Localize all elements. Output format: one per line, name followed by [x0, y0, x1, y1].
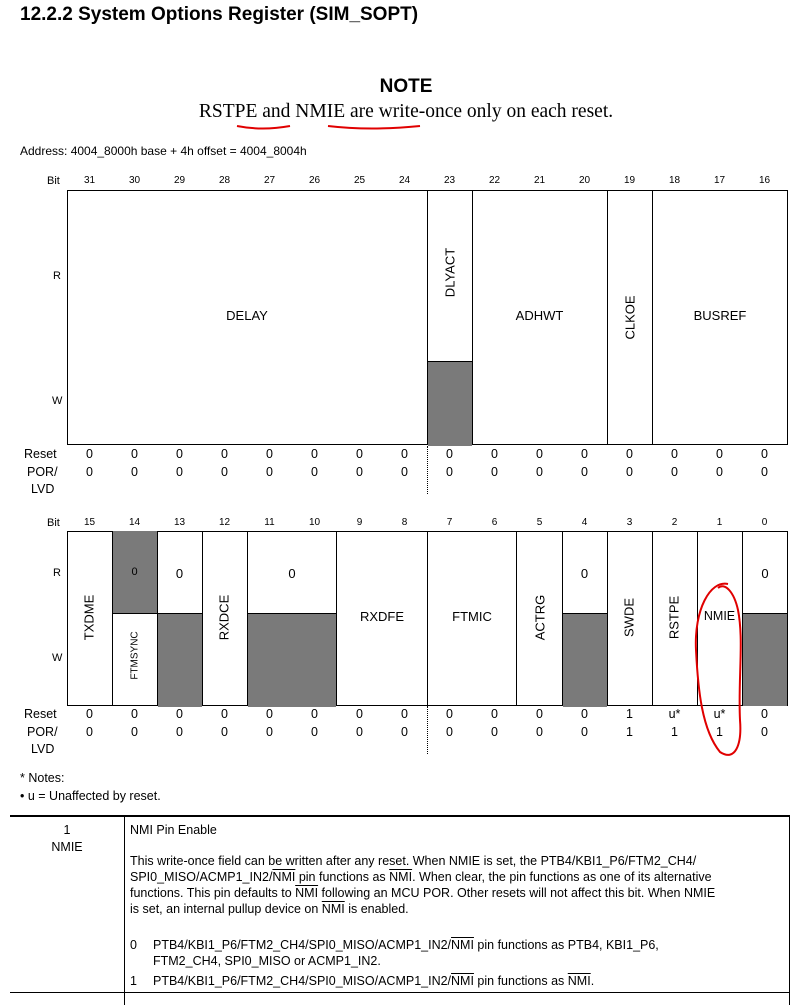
bit-number: 9: [356, 517, 363, 528]
por-value: 0: [581, 725, 588, 739]
bit-number: 18: [668, 175, 681, 186]
por-value: 0: [401, 725, 408, 739]
reset-value: 0: [356, 707, 363, 721]
por-value: 0: [266, 465, 273, 479]
por-label-lower: POR/: [27, 725, 58, 739]
reset-value: 0: [221, 447, 228, 461]
field-rxdce: RXDCE: [216, 594, 232, 641]
por-value: 0: [446, 465, 453, 479]
read-label-lower: R: [53, 567, 61, 579]
notes-item: • u = Unaffected by reset.: [20, 789, 161, 803]
desc-text: pin functions as: [473, 974, 568, 988]
field-actrg: ACTRG: [532, 594, 548, 641]
reset-value: 0: [131, 707, 138, 721]
desc-text: pin functions as PTB4, KBI1_P6,: [473, 938, 659, 952]
por-value: 0: [761, 725, 768, 739]
option-0-text: [153, 937, 783, 969]
reset-value: 0: [86, 707, 93, 721]
reset-value: 0: [221, 707, 228, 721]
reset-value: 0: [491, 707, 498, 721]
bit-number: 26: [308, 175, 321, 186]
field-delay: DELAY: [226, 308, 268, 323]
desc-overline: $\overline{NMI}$: [272, 870, 296, 884]
bits11-10-read-value: 0: [288, 566, 296, 581]
desc-text: .: [590, 974, 595, 988]
bit4-write-reserved: [563, 613, 607, 707]
bit-number: 6: [491, 517, 498, 528]
bit-number: 30: [128, 175, 141, 186]
reset-value: 0: [581, 707, 588, 721]
bit-number: 29: [173, 175, 186, 186]
por-label-upper: POR/: [27, 465, 58, 479]
section-title: 12.2.2 System Options Register (SIM_SOPT): [20, 4, 419, 25]
write-label-lower: W: [52, 652, 63, 664]
por-value: 0: [176, 465, 183, 479]
reset-value: 0: [536, 447, 543, 461]
reset-value: 1: [626, 707, 633, 721]
note-text: RSTPE and NMIE are write-once only on each reset.: [198, 101, 614, 122]
bit-number: 8: [401, 517, 408, 528]
reset-value: 0: [311, 447, 318, 461]
field-rstpe: RSTPE: [666, 595, 682, 640]
field-ftmsync: FTMSYNC: [129, 631, 141, 680]
por-value: 0: [536, 725, 543, 739]
reset-value: 0: [131, 447, 138, 461]
por-value: 0: [716, 465, 723, 479]
reset-value: 0: [401, 707, 408, 721]
bit-number: 3: [626, 517, 633, 528]
bit-number: 13: [173, 517, 186, 528]
por-value: 0: [131, 725, 138, 739]
field-desc-paragraph: [130, 853, 780, 917]
desc-text: SPI0_MISO/ACMP1_IN2/: [130, 870, 273, 884]
por-value: 0: [86, 725, 93, 739]
field-clkoe: CLKOE: [622, 295, 638, 340]
reset-value: 0: [671, 447, 678, 461]
notes-item-text: u = Unaffected by reset.: [27, 789, 161, 803]
por-value: 1: [626, 725, 633, 739]
por-value: 0: [581, 465, 588, 479]
reset-value: 0: [266, 447, 273, 461]
field-busref: BUSREF: [693, 308, 747, 323]
desc-text: pin functions as: [295, 870, 390, 884]
reset-value: 0: [176, 707, 183, 721]
field-rxdfe: RXDFE: [359, 609, 405, 624]
reset-value: 0: [311, 707, 318, 721]
write-label-upper: W: [52, 395, 63, 407]
bit-label-lower: Bit: [47, 517, 60, 529]
por-value: 1: [716, 725, 723, 739]
desc-text: following an MCU POR. Other resets will not affect this bit. When NMIE: [318, 886, 716, 900]
por-value: 0: [86, 465, 93, 479]
field-desc-name: NMIE: [51, 840, 83, 854]
reset-value: 0: [86, 447, 93, 461]
reset-value: 0: [581, 447, 588, 461]
desc-text: PTB4/KBI1_P6/FTM2_CH4/SPI0_MISO/ACMP1_IN2/: [153, 938, 452, 952]
bit0-read-value: 0: [761, 566, 769, 581]
reset-value: 0: [536, 707, 543, 721]
reset-value: 0: [176, 447, 183, 461]
field-adhwt: ADHWT: [515, 308, 564, 323]
reset-value: u*: [668, 707, 681, 721]
desc-overline: $\overline{NMI}$: [567, 974, 591, 988]
bit4-read-value: 0: [580, 566, 589, 581]
field-desc-right-border: [789, 815, 790, 1005]
por-value: 1: [671, 725, 678, 739]
reset-value: 0: [266, 707, 273, 721]
bit-number: 1: [716, 517, 723, 528]
bit-number: 2: [671, 517, 678, 528]
bit-number: 22: [488, 175, 501, 186]
bit-number: 14: [128, 517, 141, 528]
field-desc-bit: 1: [63, 823, 71, 837]
bit-number: 16: [758, 175, 771, 186]
desc-overline: $\overline{NMI}$: [389, 870, 413, 884]
bit-label-upper: Bit: [47, 175, 60, 187]
field-desc-divider: [124, 815, 125, 1005]
reset-value: 0: [761, 447, 768, 461]
por-value: 0: [356, 725, 363, 739]
bit-number: 25: [353, 175, 366, 186]
address-line: Address: 4004_8000h base + 4h offset = 4004_8004h: [20, 144, 307, 158]
desc-overline: $\overline{NMI}$: [451, 974, 474, 988]
desc-text: This write-once field can be written after any reset. When NMIE is set, the PTB4/KBI1_P6/FTM2_CH4/: [130, 854, 697, 868]
notes-heading: * Notes:: [20, 771, 65, 785]
por-value: 0: [626, 465, 633, 479]
reset-value: u*: [713, 707, 726, 721]
bit-number: 5: [536, 517, 543, 528]
bit-number: 7: [446, 517, 453, 528]
option-0-code: 0: [130, 938, 137, 952]
desc-text: PTB4/KBI1_P6/FTM2_CH4/SPI0_MISO/ACMP1_IN2/: [153, 974, 452, 988]
bit-number: 10: [308, 517, 321, 528]
note-heading: NOTE: [379, 76, 433, 97]
field-swde: SWDE: [621, 598, 637, 637]
reset-value: 0: [356, 447, 363, 461]
por-value: 0: [671, 465, 678, 479]
desc-overline: $\overline{NMI}$: [295, 886, 319, 900]
reset-value: 0: [761, 707, 768, 721]
reset-value: 0: [491, 447, 498, 461]
bit14-read-value: 0: [131, 566, 138, 578]
bit-number: 23: [443, 175, 456, 186]
bit-number: 27: [263, 175, 276, 186]
por-value: 0: [356, 465, 363, 479]
reset-value: 0: [446, 447, 453, 461]
red-circle-annotation: [680, 570, 760, 765]
por-value: 0: [401, 465, 408, 479]
option-1-text: [153, 973, 783, 989]
desc-text: FTM2_CH4, SPI0_MISO or ACMP1_IN2.: [153, 954, 381, 968]
red-underline-annotations: [0, 0, 812, 140]
por-value: 0: [536, 465, 543, 479]
bit13-read-value: 0: [175, 566, 184, 581]
por-value: 0: [446, 725, 453, 739]
bits11-10-write-reserved: [248, 613, 336, 707]
bit13-write-reserved: [158, 613, 202, 707]
bit-number: 19: [623, 175, 636, 186]
bit-number: 24: [398, 175, 411, 186]
bit-number: 12: [218, 517, 231, 528]
por-value: 0: [221, 725, 228, 739]
por-value: 0: [491, 465, 498, 479]
field-txdme: TXDME: [81, 594, 97, 641]
bit-number: 15: [83, 517, 96, 528]
por-value: 0: [761, 465, 768, 479]
option-1-code: 1: [130, 974, 137, 988]
por-value: 0: [266, 725, 273, 739]
lvd-label-lower: LVD: [31, 742, 55, 756]
bit-number: 4: [581, 517, 588, 528]
reset-value: 0: [716, 447, 723, 461]
por-value: 0: [131, 465, 138, 479]
desc-text: is set, an internal pullup device on: [130, 902, 322, 916]
bit-number: 20: [578, 175, 591, 186]
desc-overline: $\overline{NMI}$: [321, 902, 345, 916]
reset-label-upper: Reset: [24, 447, 57, 461]
reset-value: 0: [446, 707, 453, 721]
desc-text: . When clear, the pin functions as one of its alternative: [412, 870, 712, 884]
por-value: 0: [311, 725, 318, 739]
desc-text: is enabled.: [344, 902, 409, 916]
bit-number: 17: [713, 175, 726, 186]
bit-number: 0: [761, 517, 768, 528]
field-ftmic: FTMIC: [452, 609, 492, 624]
lvd-label-upper: LVD: [31, 482, 55, 496]
bit-number: 28: [218, 175, 231, 186]
por-value: 0: [311, 465, 318, 479]
field-dlyact: DLYACT: [442, 247, 458, 298]
reset-label-lower: Reset: [24, 707, 57, 721]
field-nmie: NMIE: [703, 609, 736, 623]
read-label-upper: R: [53, 270, 61, 282]
field-desc-bottom-rule: [10, 992, 790, 993]
por-value: 0: [176, 725, 183, 739]
bit-number: 11: [264, 517, 275, 528]
desc-text: functions. This pin defaults to: [130, 886, 296, 900]
reset-value: 0: [401, 447, 408, 461]
bit-number: 31: [83, 175, 96, 186]
dlyact-write-reserved: [428, 361, 472, 446]
bit-number: 21: [533, 175, 546, 186]
desc-overline: $\overline{NMI}$: [451, 938, 474, 952]
por-value: 0: [221, 465, 228, 479]
por-value: 0: [491, 725, 498, 739]
reset-value: 0: [626, 447, 633, 461]
field-desc-heading: NMI Pin Enable: [130, 823, 217, 837]
